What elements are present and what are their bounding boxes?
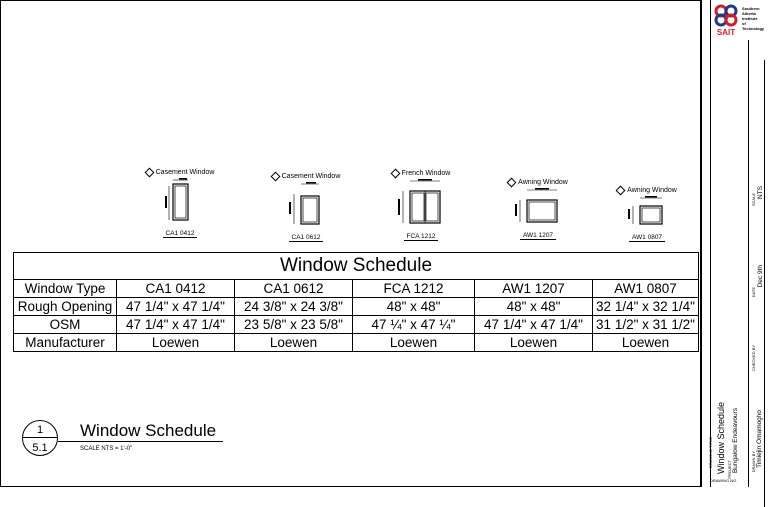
row-header: OSM — [14, 316, 117, 334]
window-tag: AW1 1207 — [520, 232, 556, 240]
table-cell: 23 5/8" x 23 5/8" — [235, 316, 353, 334]
elevation-label: Awning Window — [627, 187, 677, 194]
diamond-marker-icon — [616, 186, 626, 196]
drawn-by: Timiejin Omamogho — [756, 410, 763, 468]
window-schedule-table — [13, 252, 699, 352]
title-block-divider — [710, 0, 711, 487]
elevation-aw1-0807 — [609, 187, 685, 244]
window-tag: CA1 0612 — [289, 234, 324, 242]
callout-sheet: 5.1 — [32, 442, 48, 454]
awning-window-drawing — [628, 196, 666, 226]
row-header: Manufacturer — [14, 334, 117, 352]
sait-logo-icon — [712, 3, 740, 37]
scale-label: SCALE — [751, 193, 756, 207]
casement-window-drawing — [165, 178, 195, 222]
table-cell: 48" x 48" — [475, 298, 593, 316]
diamond-marker-icon — [390, 169, 400, 179]
diamond-marker-icon — [507, 178, 517, 188]
casement-window-drawing — [289, 182, 323, 226]
drawn-by-label: DRAWN BY — [751, 451, 756, 473]
logo-caption-line: of Technology — [742, 21, 765, 31]
elevation-ca1-0612 — [264, 173, 348, 244]
elevation-aw1-1207 — [496, 179, 580, 242]
table-cell: CA1 0412 — [117, 280, 235, 298]
project-name: Bungalow Endeavours — [732, 408, 739, 474]
table-cell: Loewen — [235, 334, 353, 352]
date-value: Dec 9th — [757, 265, 764, 288]
elevation-label: Casement Window — [281, 173, 341, 180]
diamond-marker-icon — [270, 172, 280, 182]
callout-divider — [22, 437, 58, 438]
table-row — [14, 280, 699, 298]
drawing-no-label: DRAWING NO. — [710, 478, 738, 483]
table-cell: FCA 1212 — [353, 280, 475, 298]
drawing-title-label: DRAWING TITLE — [708, 437, 713, 469]
project-label: PROJECT — [727, 460, 732, 479]
view-title: Window Schedule — [80, 421, 217, 440]
scale-value: NTS — [757, 186, 764, 199]
elevation-label: Casement Window — [155, 169, 215, 176]
table-cell: 47 ¼" x 47 ¼" — [353, 316, 475, 334]
table-row — [14, 298, 699, 316]
table-cell: AW1 0807 — [593, 280, 699, 298]
row-header: Rough Opening — [14, 298, 117, 316]
elevation-ca1-0412 — [140, 169, 220, 240]
logo-text: SAIT — [716, 28, 736, 37]
table-cell: 47 1/4" x 47 1/4" — [475, 316, 593, 334]
callout-number: 1 — [36, 424, 44, 436]
table-cell: Loewen — [593, 334, 699, 352]
window-tag: CA1 0412 — [163, 230, 198, 238]
table-cell: 47 1/4" x 47 1/4" — [117, 316, 235, 334]
checked-by-label: CHECKED BY — [751, 345, 756, 372]
date-label: DATE — [751, 287, 756, 298]
logo-caption — [742, 6, 766, 31]
table-cell: 32 1/4" x 32 1/4" — [593, 298, 699, 316]
elevation-fca-1212 — [380, 170, 462, 243]
table-cell: Loewen — [475, 334, 593, 352]
table-cell: 24 3/8" x 24 3/8" — [235, 298, 353, 316]
awning-window-drawing — [515, 188, 561, 224]
window-tag: FCA 1212 — [404, 233, 439, 241]
table-cell: AW1 1207 — [475, 280, 593, 298]
view-scale: SCALE NTS = 1'-0" — [80, 446, 133, 452]
callout-underline — [58, 441, 223, 442]
table-cell: 48" x 48" — [353, 298, 475, 316]
logo-caption-line: Alberta Institute — [742, 11, 758, 21]
view-callout — [22, 420, 58, 456]
schedule-title: Window Schedule — [14, 253, 699, 280]
elevation-label: Awning Window — [518, 179, 568, 186]
french-window-drawing — [398, 179, 444, 225]
table-cell: Loewen — [353, 334, 475, 352]
row-header: Window Type — [14, 280, 117, 298]
elevation-label: French Window — [401, 170, 451, 177]
table-row — [14, 316, 699, 334]
table-cell: 31 1/2" x 31 1/2" — [593, 316, 699, 334]
diamond-marker-icon — [144, 168, 154, 178]
table-cell: Loewen — [117, 334, 235, 352]
drawing-title: Window Schedule — [716, 402, 726, 475]
title-block-divider — [748, 40, 749, 487]
logo-caption-line: Southern — [742, 6, 760, 11]
table-cell: 47 1/4" x 47 1/4" — [117, 298, 235, 316]
table-cell: CA1 0612 — [235, 280, 353, 298]
table-row — [14, 334, 699, 352]
window-tag: AW1 0807 — [629, 234, 665, 242]
